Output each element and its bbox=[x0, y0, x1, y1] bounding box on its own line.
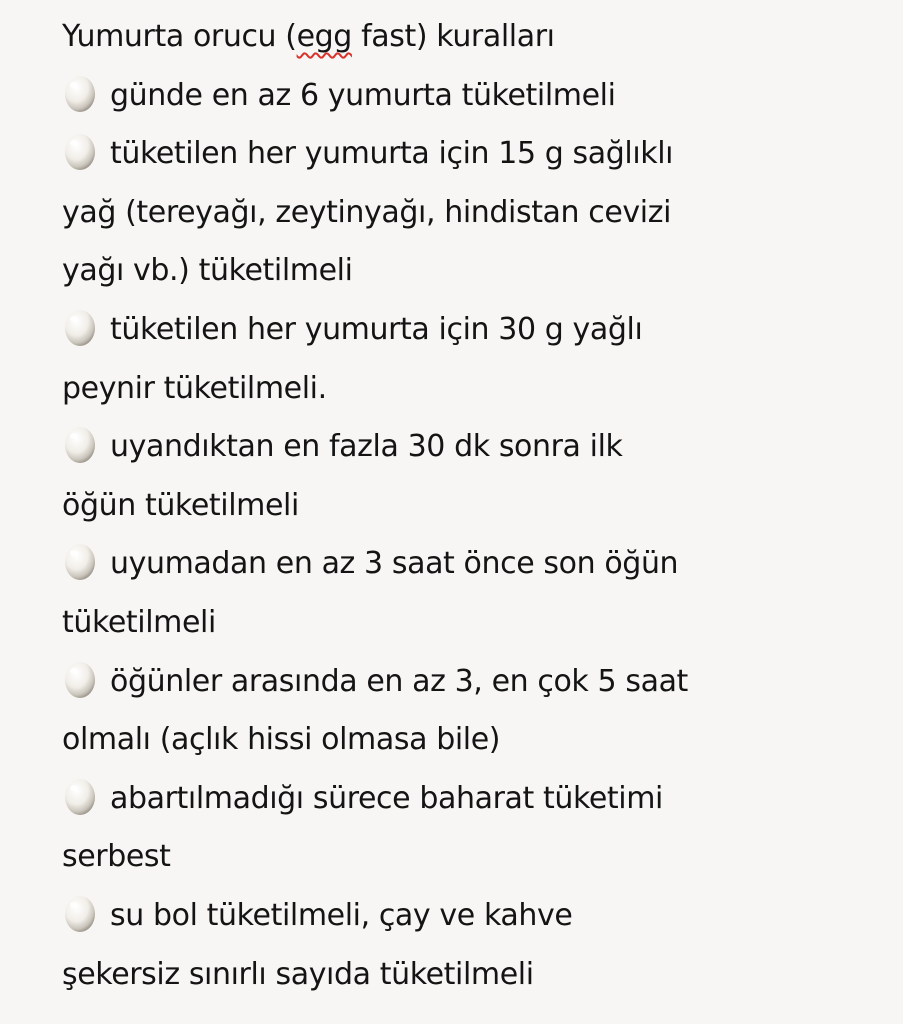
egg-icon bbox=[62, 307, 98, 347]
rule-text: uyandıktan en fazla 30 dk sonra ilk bbox=[110, 429, 623, 465]
egg-icon bbox=[62, 73, 98, 113]
rule-line bbox=[62, 770, 879, 829]
rule-text-continued: şekersiz sınırlı sayıda tüketilmeli bbox=[62, 956, 534, 992]
rule-line bbox=[62, 653, 879, 712]
rule-text: günde en az 6 yumurta tüketilmeli bbox=[110, 77, 616, 113]
rule-line bbox=[62, 535, 879, 594]
rule-5 bbox=[62, 535, 879, 652]
title-text-end: fast) kuralları bbox=[351, 19, 555, 54]
note-title bbox=[62, 8, 879, 67]
rule-text: su bol tüketilmeli, çay ve kahve bbox=[110, 897, 573, 933]
title-text-start: Yumurta orucu ( bbox=[62, 19, 297, 54]
misspelled-word[interactable]: egg bbox=[296, 19, 352, 54]
rule-text-continued: tüketilmeli bbox=[62, 604, 216, 640]
rule-line bbox=[62, 67, 879, 126]
rule-text-continued: serbest bbox=[62, 839, 171, 875]
rule-text: abartılmadığı sürece baharat tüketimi bbox=[110, 780, 663, 816]
egg-icon bbox=[62, 424, 98, 464]
rule-line bbox=[62, 418, 879, 477]
rule-text-continued: olmalı (açlık hissi olmasa bile) bbox=[62, 722, 501, 758]
rule-8 bbox=[62, 887, 879, 1004]
rule-text: öğünler arasında en az 3, en çok 5 saat bbox=[110, 663, 688, 699]
egg-icon bbox=[62, 893, 98, 933]
rule-line bbox=[62, 125, 879, 184]
egg-icon bbox=[62, 131, 98, 171]
egg-icon bbox=[62, 776, 98, 816]
rule-text: uyumadan en az 3 saat önce son öğün bbox=[110, 546, 679, 582]
rule-1 bbox=[62, 67, 879, 126]
egg-icon bbox=[62, 659, 98, 699]
rule-text-continued: yağı vb.) tüketilmeli bbox=[62, 253, 353, 289]
rule-text-continued: öğün tüketilmeli bbox=[62, 487, 299, 523]
rule-text-continued: peynir tüketilmeli. bbox=[62, 370, 327, 406]
rule-4 bbox=[62, 418, 879, 535]
rule-text: tüketilen her yumurta için 30 g yağlı bbox=[110, 311, 643, 347]
rule-2 bbox=[62, 125, 879, 301]
rule-3 bbox=[62, 301, 879, 418]
rule-text: tüketilen her yumurta için 15 g sağlıklı bbox=[110, 136, 674, 172]
rule-line bbox=[62, 887, 879, 946]
rule-6 bbox=[62, 653, 879, 770]
rule-line bbox=[62, 301, 879, 360]
egg-icon bbox=[62, 541, 98, 581]
rule-7 bbox=[62, 770, 879, 887]
rule-text-continued: yağ (tereyağı, zeytinyağı, hindistan cevizi bbox=[62, 194, 672, 230]
